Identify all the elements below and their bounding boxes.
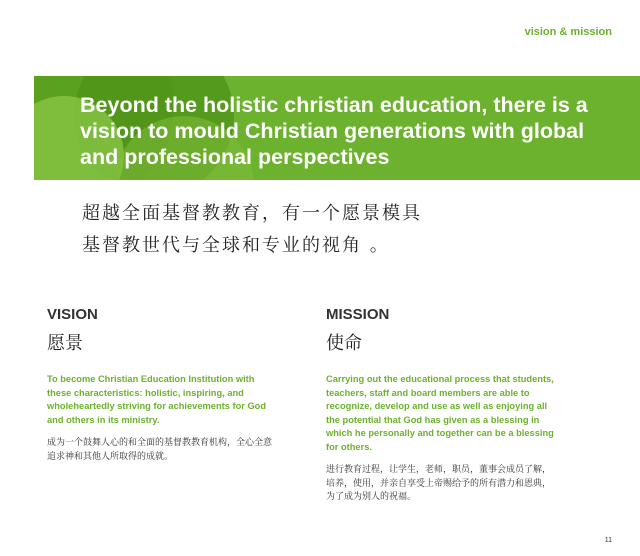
chinese-subtitle <box>82 198 422 262</box>
mission-heading: MISSION <box>326 306 390 323</box>
vision-statement-english: To become Christian Education Institution with these characteristics: holistic, inspiring, and wholeheartedly striving for achievements for God and others in its ministry. <box>47 374 267 425</box>
mission-statement-english: Carrying out the educational process that students, teachers, staff and board members are able to recognize, develop and use as well as enjoying all the potential that God has given as a blessing in which he personally and together can be a blessing for others. <box>326 374 554 452</box>
chinese-subtitle-line-2: 基督教世代与全球和专业的视角 。 <box>82 235 390 256</box>
section-tag: vision & mission <box>524 26 612 38</box>
vision-heading-chinese: 愿景 <box>47 333 83 354</box>
mission-heading-chinese: 使命 <box>326 333 362 354</box>
vision-section <box>47 306 279 464</box>
title-banner <box>34 76 640 180</box>
banner-title: Beyond the holistic christian education, there is a vision to mould Christian generations with global and professional perspectives <box>80 93 588 169</box>
vision-heading: VISION <box>47 306 98 323</box>
chinese-subtitle-line-1: 超越全面基督教教育，有一个愿景模具 <box>82 203 422 224</box>
mission-statement-chinese: 进行教育过程，让学生，老师，职员，董事会成员了解，培养，使用，并亲自享受上帝赐给予的所有潜力和恩典，为了成为别人的祝福。 <box>326 465 552 502</box>
vision-statement-chinese: 成为一个鼓舞人心的和全面的基督教教育机构，全心全意追求神和其他人所取得的成就。 <box>47 438 273 462</box>
page-number: 11 <box>604 537 612 544</box>
mission-section <box>326 306 558 505</box>
